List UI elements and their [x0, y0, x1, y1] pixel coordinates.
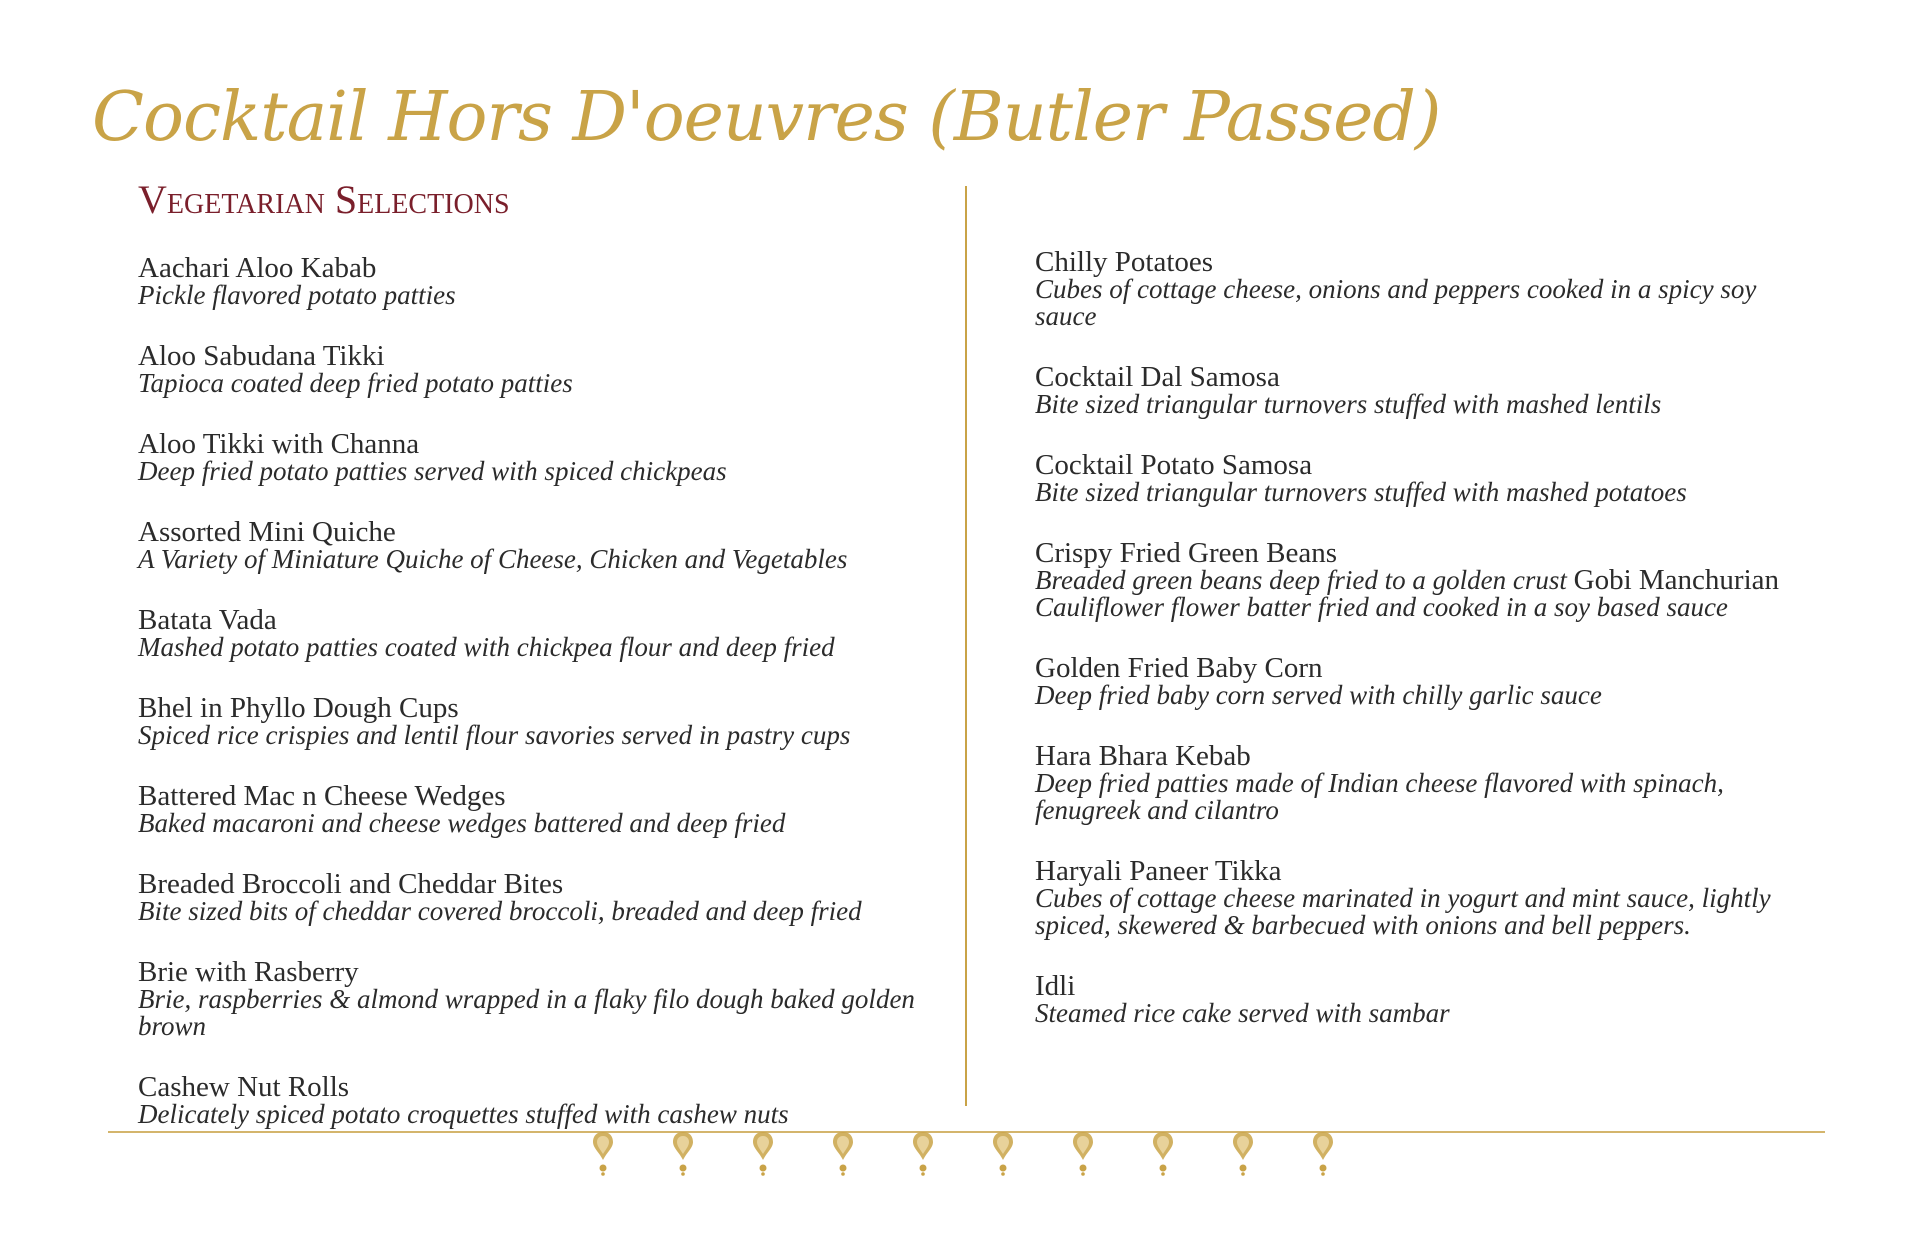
menu-item-description: Cubes of cottage cheese, onions and peppers cooked in a spicy soy sauce: [1035, 274, 1757, 331]
menu-item-name: Aloo Tikki with Channa: [138, 428, 420, 460]
gold-drop-ornament-icon: [670, 1128, 696, 1176]
gold-drop-ornament-icon: [1070, 1128, 1096, 1176]
menu-item-description: Spiced rice crispies and lentil flour savories served in pastry cups: [138, 720, 851, 750]
menu-item: [138, 254, 938, 309]
menu-item-description: A Variety of Miniature Quiche of Cheese, Chicken and Vegetables: [138, 544, 848, 574]
menu-item-description-text: Breaded green beans deep fried to a golden crust: [1035, 565, 1567, 595]
gold-drop-ornament-icon: [910, 1128, 936, 1176]
menu-item: [138, 430, 938, 485]
menu-item-name: Haryali Paneer Tikka: [1035, 855, 1282, 887]
menu-item: [138, 694, 938, 749]
gold-drop-ornament-icon: [1310, 1128, 1336, 1176]
gold-drop-ornament-icon: [590, 1128, 616, 1176]
menu-item-description: Steamed rice cake served with sambar: [1035, 998, 1450, 1028]
menu-item: [1035, 539, 1815, 621]
page-title: Cocktail Hors D'oeuvres (Butler Passed): [92, 78, 1441, 157]
menu-item: [1035, 363, 1815, 418]
menu-item-name: Aloo Sabudana Tikki: [138, 340, 385, 372]
menu-item-name: Aachari Aloo Kabab: [138, 252, 377, 284]
menu-item-name: Cashew Nut Rolls: [138, 1071, 350, 1103]
menu-item-description: Mashed potato patties coated with chickpea flour and deep fried: [138, 632, 835, 662]
menu-item-description: Pickle flavored potato patties: [138, 280, 456, 310]
menu-item-description: Deep fried patties made of Indian cheese flavored with spinach, fenugreek and cilantro: [1035, 768, 1724, 825]
menu-item: [1035, 248, 1815, 330]
menu-item-description: Deep fried baby corn served with chilly garlic sauce: [1035, 680, 1602, 710]
menu-item-name: Breaded Broccoli and Cheddar Bites: [138, 868, 564, 900]
menu-item-name: Cocktail Potato Samosa: [1035, 449, 1313, 481]
footer-ornament-row: [590, 1128, 1350, 1188]
menu-item-description: Deep fried potato patties served with spiced chickpeas: [138, 456, 727, 486]
menu-item-name: Hara Bhara Kebab: [1035, 740, 1251, 772]
menu-item-description: Delicately spiced potato croquettes stuffed with cashew nuts: [138, 1099, 789, 1129]
menu-item: [138, 342, 938, 397]
menu-item-inline-name: Gobi Manchurian: [1573, 564, 1780, 596]
menu-item-description: Bite sized bits of cheddar covered broccoli, breaded and deep fried: [138, 896, 862, 926]
menu-item: [138, 870, 938, 925]
menu-item-name: Bhel in Phyllo Dough Cups: [138, 692, 459, 724]
menu-item: [1035, 451, 1815, 506]
menu-item-description: [1035, 564, 1815, 622]
menu-item-name: Idli: [1035, 970, 1076, 1002]
menu-item-name: Golden Fried Baby Corn: [1035, 652, 1323, 684]
gold-drop-ornament-icon: [1230, 1128, 1256, 1176]
menu-item-name: Assorted Mini Quiche: [138, 516, 396, 548]
menu-item-description: Bite sized triangular turnovers stuffed with mashed potatoes: [1035, 477, 1687, 507]
menu-item: [1035, 972, 1815, 1027]
menu-item: [138, 606, 938, 661]
gold-drop-ornament-icon: [750, 1128, 776, 1176]
gold-drop-ornament-icon: [990, 1128, 1016, 1176]
menu-item: [138, 518, 938, 573]
column-divider: [965, 186, 967, 1106]
menu-item-description: Tapioca coated deep fried potato patties: [138, 368, 573, 398]
menu-item-description: Baked macaroni and cheese wedges battered and deep fried: [138, 808, 786, 838]
menu-item-description-text: Cauliflower flower batter fried and cooked in a soy based sauce: [1035, 592, 1728, 622]
right-menu-column: [1035, 248, 1815, 1060]
menu-item: [138, 1073, 938, 1128]
gold-drop-ornament-icon: [830, 1128, 856, 1176]
menu-item-description: Brie, raspberries & almond wrapped in a flaky filo dough baked golden brown: [138, 984, 915, 1041]
menu-item: [1035, 654, 1815, 709]
section-heading: Vegetarian Selections: [138, 177, 510, 222]
menu-item: [138, 958, 938, 1040]
menu-item-name: Batata Vada: [138, 604, 277, 636]
left-menu-column: [138, 254, 938, 1161]
menu-item: [138, 782, 938, 837]
menu-item-name: Cocktail Dal Samosa: [1035, 361, 1280, 393]
menu-item-name: Brie with Rasberry: [138, 956, 359, 988]
menu-item-name: Crispy Fried Green Beans: [1035, 537, 1338, 569]
menu-item-name: Chilly Potatoes: [1035, 246, 1214, 278]
menu-item: [1035, 857, 1815, 939]
menu-item-name: Battered Mac n Cheese Wedges: [138, 780, 506, 812]
menu-item: [1035, 742, 1815, 824]
menu-item-description: Bite sized triangular turnovers stuffed with mashed lentils: [1035, 389, 1662, 419]
gold-drop-ornament-icon: [1150, 1128, 1176, 1176]
menu-item-description: Cubes of cottage cheese marinated in yogurt and mint sauce, lightly spiced, skewered & barbecued with onions and bell peppers.: [1035, 883, 1771, 940]
